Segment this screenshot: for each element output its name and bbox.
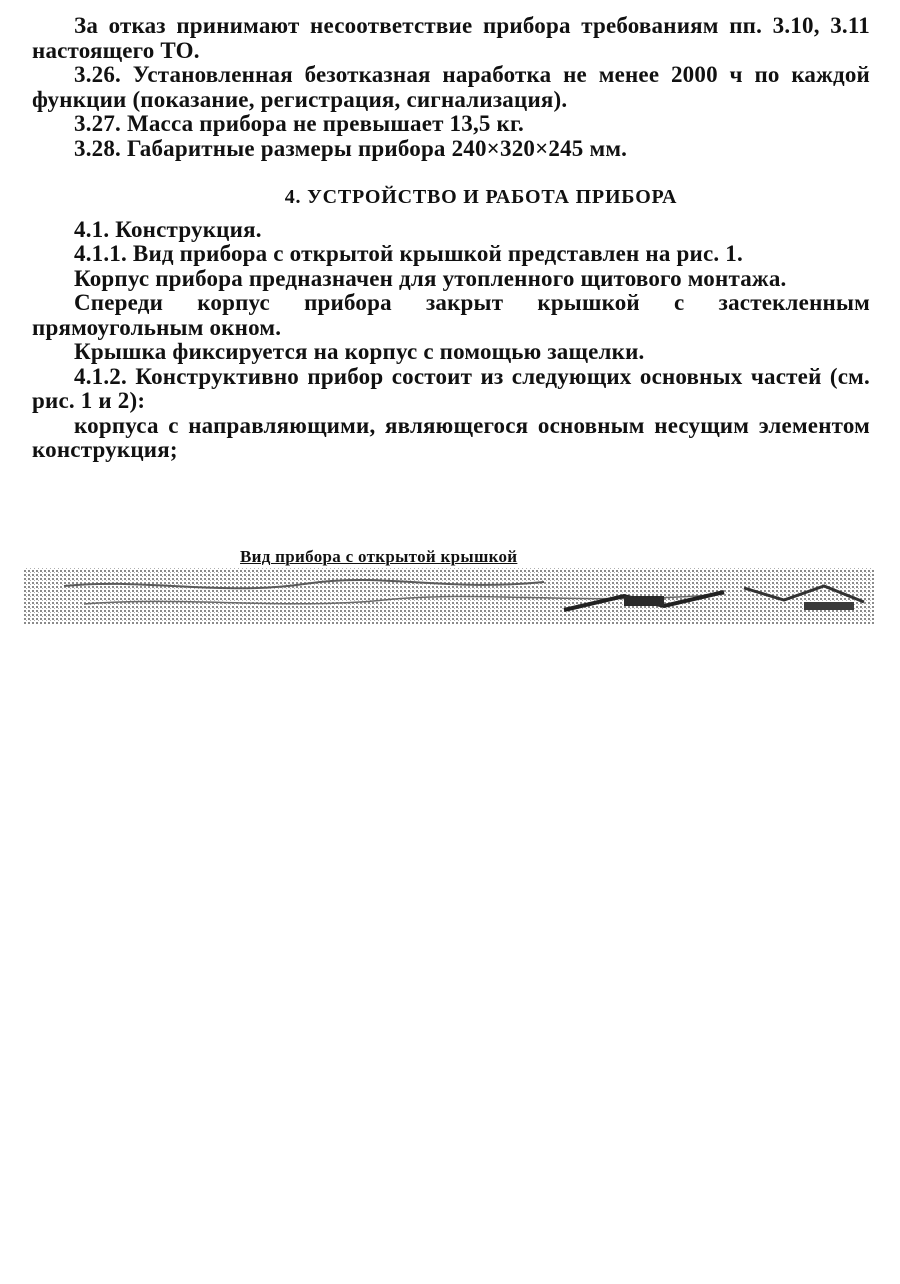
paragraph-housing-guides: корпуса с направляющими, являющегося основным несущим элементом конструкция; xyxy=(32,412,870,462)
paragraph-4-1-2: 4.1.2. Конструктивно прибор состоит из следующих основных частей (см. рис. 1 и 2): xyxy=(32,363,870,413)
section-heading: 4. УСТРОЙСТВО И РАБОТА ПРИБОРА xyxy=(284,186,678,208)
paragraph-failure-definition: За отказ принимают несоответствие прибора требованиям пп. 3.10, 3.11 настоящего ТО. xyxy=(32,13,870,63)
paragraph-4-1: 4.1. Конструкция. xyxy=(74,216,262,242)
paragraph-4-1-1: 4.1.1. Вид прибора с открытой крышкой представлен на рис. 1. xyxy=(74,241,743,266)
paragraph-3-28: 3.28. Габаритные размеры прибора 240×320×245 мм. xyxy=(74,135,628,161)
paragraph-front-cover: Спереди корпус прибора закрыт крышкой с застекленным прямоугольным окном. xyxy=(32,290,870,340)
document-body xyxy=(32,14,870,463)
paragraph-3-27: 3.27. Масса прибора не превышает 13,5 кг. xyxy=(74,111,525,136)
figure-caption: Вид прибора с открытой крышкой xyxy=(240,547,518,566)
figure-image-fragment xyxy=(24,566,874,626)
paragraph-housing: Корпус прибора предназначен для утопленного щитового монтажа. xyxy=(74,265,787,291)
paragraph-3-26: 3.26. Установленная безотказная наработка не менее 2000 ч по каждой функции (показание, регистрация, сигнализация). xyxy=(32,62,870,112)
paragraph-latch: Крышка фиксируется на корпус с помощью защелки. xyxy=(74,339,645,364)
